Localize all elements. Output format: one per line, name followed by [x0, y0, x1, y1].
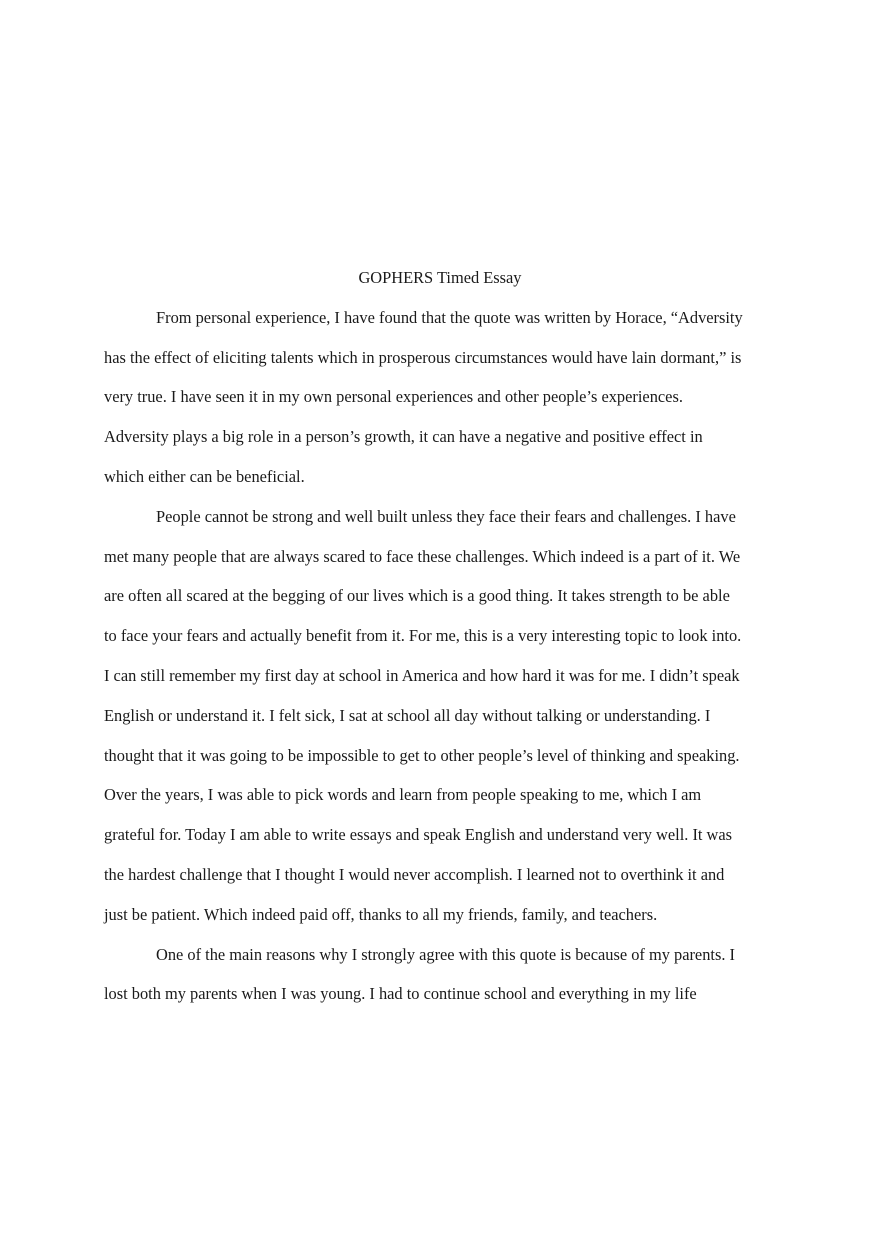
text-line: lost both my parents when I was young. I had to continue school and everything in my life	[104, 984, 697, 1004]
text-line: very true. I have seen it in my own personal experiences and other people’s experiences.	[104, 387, 683, 407]
text-line: English or understand it. I felt sick, I sat at school all day without talking or understanding. I	[104, 705, 711, 725]
paragraph-2	[104, 497, 776, 935]
text-line: grateful for. Today I am able to write essays and speak English and understand very well. It was	[104, 825, 733, 845]
text-line: thought that it was going to be impossible to get to other people’s level of thinking and speaking.	[104, 745, 740, 765]
text-line: Over the years, I was able to pick words and learn from people speaking to me, which I am	[104, 785, 702, 805]
text-line: Adversity plays a big role in a person’s growth, it can have a negative and positive effect in	[104, 427, 703, 447]
text-line: People cannot be strong and well built unless they face their fears and challenges. I have	[156, 506, 736, 526]
text-line: just be patient. Which indeed paid off, thanks to all my friends, family, and teachers.	[104, 904, 658, 924]
text-line: I can still remember my first day at school in America and how hard it was for me. I didn’t speak	[104, 665, 740, 685]
text-line: One of the main reasons why I strongly agree with this quote is because of my parents. I	[156, 944, 735, 964]
essay-title: GOPHERS Timed Essay	[358, 268, 522, 287]
text-line: which either can be beneficial.	[104, 466, 305, 486]
essay-body	[104, 258, 776, 1014]
text-line: has the effect of eliciting talents which in prosperous circumstances would have lain dormant,” is	[104, 347, 742, 367]
paragraph-1	[104, 298, 776, 497]
paragraph-3	[104, 935, 776, 1015]
text-line: From personal experience, I have found that the quote was written by Horace, “Adversity	[156, 307, 743, 327]
text-line: the hardest challenge that I thought I would never accomplish. I learned not to overthink it and	[104, 864, 725, 884]
text-line: to face your fears and actually benefit from it. For me, this is a very interesting topic to look into.	[104, 626, 742, 646]
text-line: are often all scared at the begging of our lives which is a good thing. It takes strength to be able	[104, 586, 730, 606]
text-line: met many people that are always scared to face these challenges. Which indeed is a part of it. We	[104, 546, 741, 566]
